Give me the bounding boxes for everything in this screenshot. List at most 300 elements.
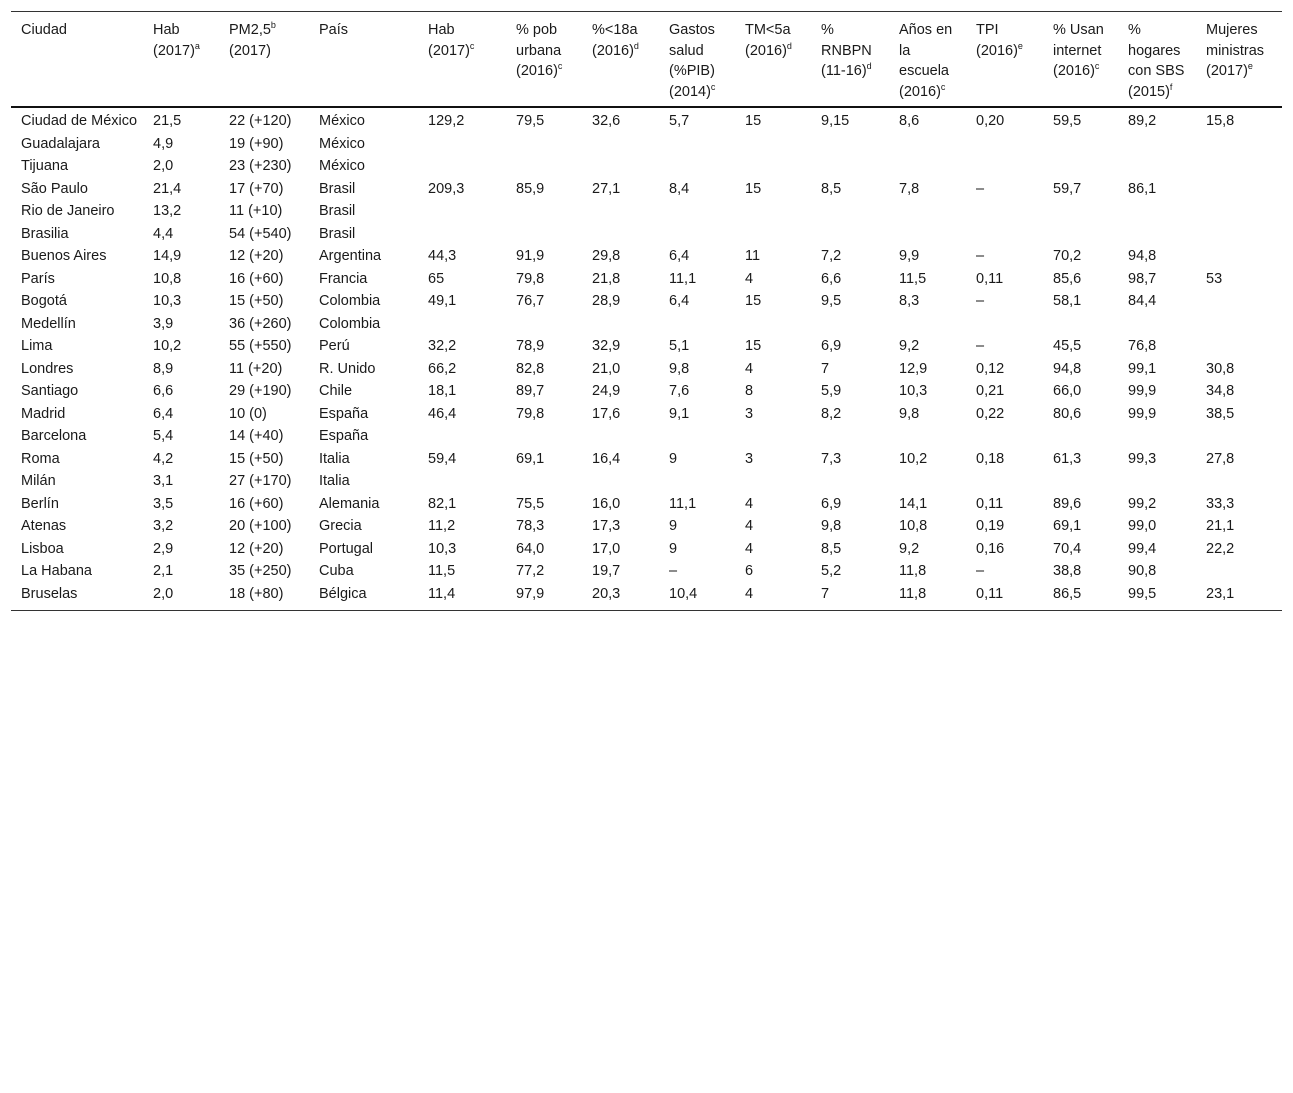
table-cell: Brasil xyxy=(319,225,356,242)
table-cell xyxy=(811,470,889,493)
table-cell: 23,1 xyxy=(1196,583,1282,611)
table-cell: 59,5 xyxy=(1053,113,1082,129)
table-cell xyxy=(735,155,811,178)
table-cell: 11 xyxy=(745,248,761,264)
table-cell xyxy=(966,470,1043,493)
table-cell: 4,9 xyxy=(153,135,174,152)
table-cell: 7,3 xyxy=(821,450,842,467)
table-cell: 11,1 xyxy=(669,270,697,287)
table-cell: – xyxy=(669,563,678,579)
table-cell: 70,2 xyxy=(1053,248,1082,264)
column-header xyxy=(309,12,418,108)
table-cell: 4 xyxy=(745,270,754,287)
table-cell xyxy=(506,200,582,223)
table-cell: 89,2 xyxy=(1128,113,1157,129)
table-cell: 9 xyxy=(669,450,678,467)
footnote-marker: d xyxy=(866,61,872,71)
table-cell: 78,3 xyxy=(516,518,545,534)
table-cell: 11 (+10) xyxy=(229,203,283,219)
table-cell: 11,5 xyxy=(428,563,456,579)
table-cell: 2,0 xyxy=(143,583,219,611)
table-cell: 3,2 xyxy=(153,518,174,534)
table-cell: 30,8 xyxy=(1206,360,1235,377)
table-cell xyxy=(966,223,1043,246)
table-cell xyxy=(889,313,966,336)
column-header xyxy=(659,12,735,108)
column-header xyxy=(506,12,582,108)
table-cell: Argentina xyxy=(319,248,382,264)
table-cell: 27,8 xyxy=(1206,450,1235,467)
table-cell: Perú xyxy=(319,338,350,354)
table-cell: – xyxy=(976,563,985,579)
table-cell: 7 xyxy=(811,583,889,611)
table-cell: 0,21 xyxy=(976,383,1005,399)
table-cell: 28,9 xyxy=(592,293,621,309)
table-cell: 94,8 xyxy=(1053,360,1082,377)
table-cell: 69,1 xyxy=(1053,518,1082,534)
table-cell: 32,6 xyxy=(592,113,621,129)
footnote-marker: f xyxy=(1169,81,1173,92)
table-cell: 61,3 xyxy=(1053,450,1082,467)
table-cell: 16 (+60) xyxy=(229,495,284,512)
city-cell: Guadalajara xyxy=(21,135,100,152)
table-cell: 35 (+250) xyxy=(229,563,292,579)
table-cell: 0,16 xyxy=(976,540,1005,557)
table-cell: 9,2 xyxy=(899,338,920,354)
table-cell xyxy=(1118,313,1196,336)
table-cell: 11 (+20) xyxy=(229,360,283,377)
table-cell xyxy=(1043,155,1118,178)
city-cell: Brasilia xyxy=(21,225,69,242)
table-cell xyxy=(418,425,506,448)
table-cell: 86,1 xyxy=(1128,180,1157,197)
column-header-text: % pob urbana (2016) xyxy=(516,22,562,79)
table-cell: 4 xyxy=(745,360,754,377)
table-cell: 4 xyxy=(745,518,754,534)
column-header-text: % Usan internet (2016) xyxy=(1053,22,1104,79)
table-cell: 77,2 xyxy=(516,563,545,579)
column-header xyxy=(811,12,889,108)
table-cell: 21,1 xyxy=(1206,518,1235,534)
table-cell: 53 xyxy=(1206,270,1223,287)
table-cell: 12,9 xyxy=(899,360,928,377)
table-cell xyxy=(1118,425,1196,448)
table-cell: 10,4 xyxy=(659,583,735,611)
table-cell: 7,6 xyxy=(669,383,690,399)
table-cell: 0,12 xyxy=(976,360,1005,377)
table-cell xyxy=(1043,223,1118,246)
table-cell: 89,6 xyxy=(1053,495,1082,512)
table-cell xyxy=(966,313,1043,336)
table-cell: Grecia xyxy=(319,518,362,534)
table-row xyxy=(11,313,1282,336)
table-cell xyxy=(735,133,811,156)
table-cell: 8,2 xyxy=(821,405,842,422)
table-cell: 0,20 xyxy=(976,113,1005,129)
table-cell: 4 xyxy=(745,495,754,512)
table-cell: 6,4 xyxy=(669,293,690,309)
table-cell: 6,9 xyxy=(821,495,842,512)
table-cell xyxy=(966,155,1043,178)
table-cell: 20 (+100) xyxy=(229,518,292,534)
column-header xyxy=(889,12,966,108)
table-cell: 38,8 xyxy=(1053,563,1082,579)
table-cell: 15 xyxy=(745,293,762,309)
table-cell: 91,9 xyxy=(516,248,545,264)
table-cell: 10,3 xyxy=(153,293,182,309)
table-cell: R. Unido xyxy=(319,360,376,377)
table-cell xyxy=(1196,155,1282,178)
table-cell xyxy=(1118,155,1196,178)
table-cell xyxy=(1196,335,1282,358)
table-cell: 10,8 xyxy=(899,518,928,534)
table-cell xyxy=(418,133,506,156)
footnote-marker: a xyxy=(194,40,200,51)
column-header-text: % hogares con SBS (2015) xyxy=(1128,22,1185,100)
table-cell xyxy=(506,470,582,493)
table-cell xyxy=(1196,313,1282,336)
footnote-marker: d xyxy=(633,40,639,51)
table-cell xyxy=(1196,560,1282,583)
table-cell: Colombia xyxy=(319,293,381,309)
table-cell xyxy=(811,223,889,246)
column-header-text: Mujeres ministras (2017) xyxy=(1206,22,1265,79)
table-cell xyxy=(811,155,889,178)
column-header xyxy=(1118,12,1196,108)
table-cell: 7 xyxy=(821,360,830,377)
table-cell: 21,0 xyxy=(592,360,621,377)
footnote-marker: e xyxy=(1017,40,1023,51)
table-cell: 8 xyxy=(745,383,754,399)
city-cell: Lima xyxy=(21,338,53,354)
table-cell: España xyxy=(319,405,369,422)
table-cell: 86,5 xyxy=(1043,583,1118,611)
table-cell xyxy=(659,200,735,223)
footnote-marker: c xyxy=(710,81,716,92)
table-cell: 0,18 xyxy=(976,450,1005,467)
table-cell: 79,8 xyxy=(516,270,545,287)
column-header-text: PM2,5 xyxy=(229,22,271,38)
city-cell: La Habana xyxy=(21,563,92,579)
table-body xyxy=(11,107,1282,611)
table-cell: Cuba xyxy=(319,563,354,579)
table-cell xyxy=(889,200,966,223)
table-row xyxy=(11,560,1282,583)
column-header xyxy=(219,12,309,108)
table-cell: 27 (+170) xyxy=(229,473,292,489)
column-header xyxy=(1043,12,1118,108)
table-cell: 9,8 xyxy=(899,405,920,422)
column-header-text: TPI (2016) xyxy=(976,22,1018,59)
table-cell: Portugal xyxy=(319,540,374,557)
table-cell xyxy=(418,470,506,493)
table-cell: 6,9 xyxy=(821,338,842,354)
table-cell: 17 (+70) xyxy=(229,180,284,197)
column-header-text: País xyxy=(319,22,349,38)
table-cell: 44,3 xyxy=(428,248,457,264)
table-row xyxy=(11,515,1282,538)
table-cell: Italia xyxy=(319,450,350,467)
table-cell: 66,0 xyxy=(1053,383,1082,399)
city-cell: Santiago xyxy=(21,383,79,399)
table-cell: España xyxy=(319,428,369,444)
table-row xyxy=(11,358,1282,381)
table-cell: 20,3 xyxy=(582,583,659,611)
table-cell: 27,1 xyxy=(592,180,621,197)
table-cell: 32,9 xyxy=(592,338,621,354)
city-cell: Bruselas xyxy=(11,583,143,611)
table-cell: 0,22 xyxy=(976,405,1005,422)
table-cell: 10,3 xyxy=(428,540,457,557)
table-cell: – xyxy=(976,338,985,354)
city-cell: Lisboa xyxy=(21,540,64,557)
table-cell: 49,1 xyxy=(428,293,457,309)
table-cell: 10,8 xyxy=(153,270,182,287)
table-row xyxy=(11,425,1282,448)
table-cell xyxy=(659,470,735,493)
table-cell: 8,6 xyxy=(899,113,920,129)
table-cell: 54 (+540) xyxy=(229,225,292,242)
table-cell xyxy=(811,133,889,156)
table-cell: Chile xyxy=(319,383,353,399)
footnote-marker: c xyxy=(1094,61,1100,71)
table-cell: 97,9 xyxy=(506,583,582,611)
city-cell: Berlín xyxy=(21,495,59,512)
table-cell: 70,4 xyxy=(1053,540,1082,557)
table-cell xyxy=(659,133,735,156)
table-cell: 76,7 xyxy=(516,293,545,309)
table-cell: 4,4 xyxy=(153,225,174,242)
table-cell: 23 (+230) xyxy=(229,158,292,174)
city-cell: Buenos Aires xyxy=(21,248,107,264)
table-cell xyxy=(1196,470,1282,493)
table-cell: 79,5 xyxy=(516,113,545,129)
table-cell xyxy=(966,425,1043,448)
table-cell: 8,9 xyxy=(153,360,174,377)
table-cell: 8,5 xyxy=(821,180,842,197)
table-cell: 10,3 xyxy=(899,383,928,399)
table-cell: 15,8 xyxy=(1206,113,1235,129)
table-cell: 82,8 xyxy=(516,360,545,377)
table-cell: 38,5 xyxy=(1206,405,1235,422)
table-cell: 16 (+60) xyxy=(229,270,284,287)
table-cell: 15 (+50) xyxy=(229,293,284,309)
table-cell xyxy=(889,425,966,448)
table-cell: 5,9 xyxy=(821,383,842,399)
table-cell xyxy=(418,313,506,336)
city-cell: São Paulo xyxy=(21,180,88,197)
table-cell: 10 (0) xyxy=(229,405,267,422)
table-cell: 22,2 xyxy=(1206,540,1235,557)
table-cell: 59,4 xyxy=(428,450,457,467)
table-cell: 3,5 xyxy=(153,495,174,512)
table-cell xyxy=(1196,290,1282,313)
table-cell: 9,8 xyxy=(821,518,842,534)
table-cell: 18,1 xyxy=(428,383,457,399)
table-cell: 46,4 xyxy=(428,405,457,422)
table-cell: 14 (+40) xyxy=(229,428,284,444)
column-header-text: Ciudad xyxy=(21,22,67,38)
table-cell: 11,4 xyxy=(418,583,506,611)
table-cell xyxy=(418,155,506,178)
table-cell xyxy=(1118,133,1196,156)
table-cell xyxy=(735,470,811,493)
table-cell xyxy=(1043,470,1118,493)
table-cell xyxy=(735,223,811,246)
table-cell: 64,0 xyxy=(516,540,545,557)
table-cell xyxy=(811,425,889,448)
table-cell: 94,8 xyxy=(1128,248,1157,264)
table-cell: 17,3 xyxy=(592,518,621,534)
table-cell: Francia xyxy=(319,270,368,287)
table-row xyxy=(11,245,1282,268)
table-cell xyxy=(659,155,735,178)
table-cell: 0,19 xyxy=(976,518,1005,534)
table-cell: 58,1 xyxy=(1053,293,1082,309)
table-cell xyxy=(659,313,735,336)
table-cell: 85,9 xyxy=(516,180,545,197)
table-cell: 0,11 xyxy=(966,583,1043,611)
column-header xyxy=(966,12,1043,108)
table-cell: 11,5 xyxy=(899,270,927,287)
city-cell: Roma xyxy=(21,450,60,467)
table-cell: Brasil xyxy=(319,203,356,219)
table-cell: 99,2 xyxy=(1128,495,1157,512)
table-cell: – xyxy=(976,180,985,197)
table-cell: 13,2 xyxy=(153,203,182,219)
table-cell: 65 xyxy=(428,270,445,287)
table-cell: 11,2 xyxy=(428,518,456,534)
table-cell: 79,8 xyxy=(516,405,545,422)
table-row xyxy=(11,493,1282,516)
table-cell: 19,7 xyxy=(592,563,621,579)
table-cell: 82,1 xyxy=(428,495,457,512)
table-cell xyxy=(1043,200,1118,223)
table-cell: México xyxy=(319,113,365,129)
table-cell: México xyxy=(319,158,365,174)
table-row xyxy=(11,223,1282,246)
table-cell: 24,9 xyxy=(592,383,621,399)
table-row xyxy=(11,470,1282,493)
table-cell: 99,4 xyxy=(1128,540,1157,557)
table-cell: 33,3 xyxy=(1206,495,1235,512)
table-cell xyxy=(659,425,735,448)
table-cell: 12 (+20) xyxy=(229,540,284,557)
table-cell: 45,5 xyxy=(1053,338,1082,354)
table-cell xyxy=(966,133,1043,156)
table-cell xyxy=(418,200,506,223)
table-row xyxy=(11,200,1282,223)
table-cell: 14,1 xyxy=(899,495,928,512)
column-header xyxy=(582,12,659,108)
table-cell: 89,7 xyxy=(516,383,545,399)
table-cell: 3,9 xyxy=(153,315,174,332)
table-cell: 2,0 xyxy=(153,158,174,174)
table-cell: 5,4 xyxy=(153,428,174,444)
table-cell xyxy=(1118,470,1196,493)
column-header-text-suffix: (2017) xyxy=(229,42,271,59)
table-cell: 9,2 xyxy=(899,540,920,557)
table-cell: 84,4 xyxy=(1128,293,1157,309)
table-header-row xyxy=(11,12,1282,108)
table-cell: 18 (+80) xyxy=(219,583,309,611)
table-cell: 90,8 xyxy=(1128,563,1157,579)
table-cell: 21,5 xyxy=(153,113,182,129)
table-cell: 10,2 xyxy=(899,450,928,467)
column-header-text: TM<5a (2016) xyxy=(745,22,791,59)
city-cell: Atenas xyxy=(21,518,67,534)
table-cell: Italia xyxy=(319,473,350,489)
city-cell: Madrid xyxy=(21,405,66,422)
table-cell xyxy=(1043,313,1118,336)
table-cell xyxy=(582,133,659,156)
table-cell: 16,4 xyxy=(592,450,621,467)
table-cell xyxy=(506,223,582,246)
table-cell: 19 (+90) xyxy=(229,135,284,152)
table-cell: 15 xyxy=(745,113,762,129)
table-cell: 11,1 xyxy=(669,495,697,512)
footnote-marker: b xyxy=(270,20,276,30)
table-cell: 99,5 xyxy=(1118,583,1196,611)
table-row xyxy=(11,448,1282,471)
table-cell: 69,1 xyxy=(516,450,545,467)
city-cell: Rio de Janeiro xyxy=(21,203,115,219)
column-header xyxy=(143,12,219,108)
table-cell: 15 xyxy=(745,180,762,197)
table-cell: 9,9 xyxy=(899,248,920,264)
column-header-text: Gastos salud (%PIB) (2014) xyxy=(669,22,715,100)
table-cell xyxy=(1118,200,1196,223)
table-cell: 99,9 xyxy=(1128,383,1157,399)
table-row xyxy=(11,538,1282,561)
table-cell: 9 xyxy=(669,540,678,557)
table-cell: Brasil xyxy=(319,180,356,197)
table-cell: 22 (+120) xyxy=(229,113,292,129)
table-cell: 0,11 xyxy=(976,270,1004,287)
column-header-text: % RNBPN (11-16) xyxy=(821,22,872,79)
city-cell: Londres xyxy=(21,360,74,377)
city-cell: Medellín xyxy=(21,315,76,332)
table-cell xyxy=(889,223,966,246)
table-cell xyxy=(659,223,735,246)
table-cell: 2,1 xyxy=(153,563,174,579)
table-cell xyxy=(582,313,659,336)
column-header-text: %<18a (2016) xyxy=(592,22,638,59)
table-cell: 75,5 xyxy=(516,495,545,512)
table-cell: 66,2 xyxy=(428,360,457,377)
table-row xyxy=(11,380,1282,403)
column-header xyxy=(1196,12,1282,108)
column-header-text: Hab (2017) xyxy=(153,22,195,59)
table-cell: 59,7 xyxy=(1053,180,1082,197)
table-cell: 76,8 xyxy=(1128,338,1157,354)
city-cell: Bogotá xyxy=(21,293,67,309)
table-cell: 29,8 xyxy=(592,248,621,264)
table-cell xyxy=(1118,223,1196,246)
table-cell: 7,8 xyxy=(899,180,920,197)
table-cell: 34,8 xyxy=(1206,383,1235,399)
column-header xyxy=(418,12,506,108)
table-cell: 32,2 xyxy=(428,338,457,354)
table-cell: 15 xyxy=(745,338,762,354)
table-cell: 99,9 xyxy=(1128,405,1157,422)
table-cell: Colombia xyxy=(319,315,381,332)
table-row xyxy=(11,583,1282,611)
table-row xyxy=(11,178,1282,201)
table-cell xyxy=(582,155,659,178)
table-cell xyxy=(1196,133,1282,156)
table-cell: 5,1 xyxy=(669,338,690,354)
